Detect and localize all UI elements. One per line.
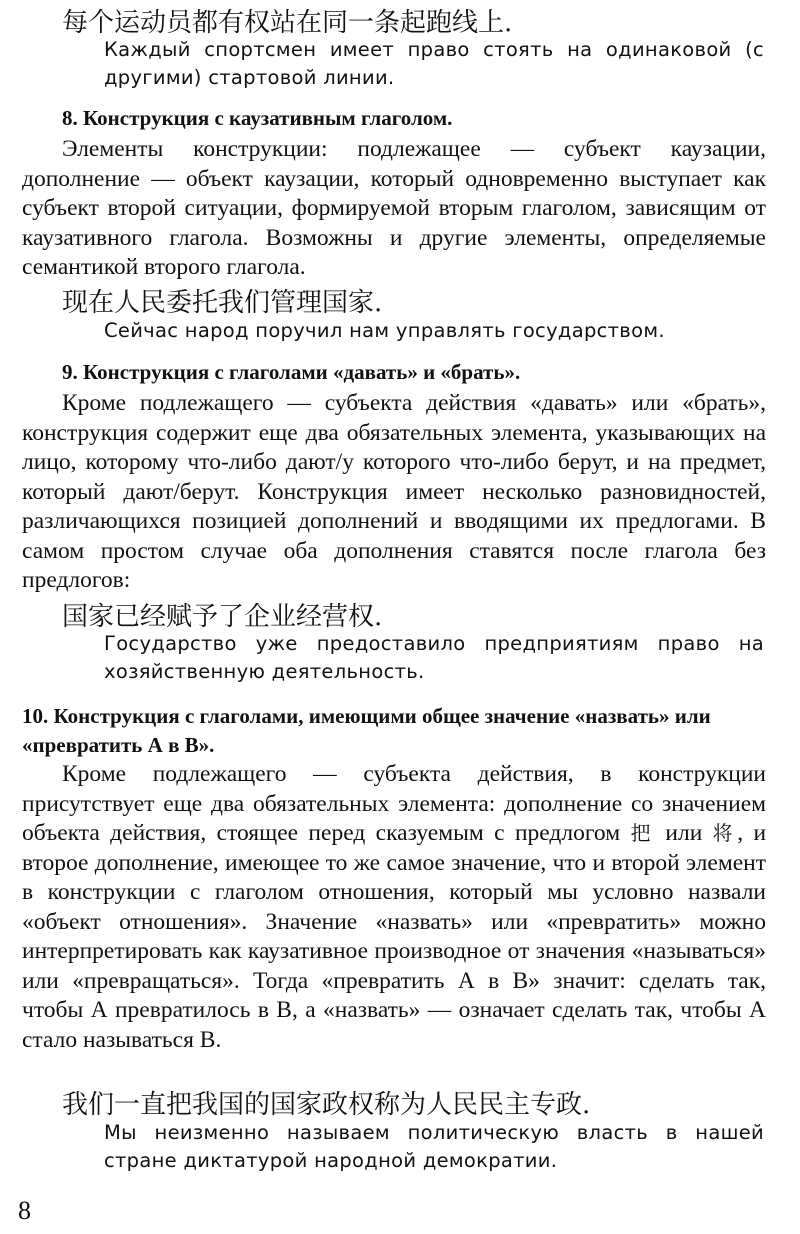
- section-10-text-before: Кроме подлежащего — субъекта действия, в конструкции присутствует еще два обязательных элемента: дополнение со значением объекта действия, стоящее перед сказуемым с предлогом: [22, 761, 766, 846]
- section-10-text-after: , и второе дополнение, имеющее то же самое значение, что и второй элемент в конструкции с глаголом отношения, который мы условно назвали «объект отношения». Значение «назвать» или «превратить» можно интерпретировать как каузативное производное от значения «называться» или «превращаться». Тогда «превратить А в В» значит: сделать так, чтобы А превратилось в В, а «назвать» — означает сделать так, чтобы А стало называться В.: [22, 820, 767, 1053]
- chinese-example-9: 国家已经赋予了企业经营权.: [62, 602, 383, 632]
- section-8-paragraph: Элементы конструкции: подлежащее — субъект каузации, дополнение — объект каузации, который одновременно выступает как субъект второй ситуации, формируемой вторым глаголом, зависящим от каузативного глагола. Возможны и другие элементы, определяемые семантикой второго глагола.: [22, 136, 766, 280]
- chinese-example-8: 现在人民委托我们管理国家.: [62, 288, 383, 318]
- translation-example-10: Мы неизменно называем политическую власть в нашей стране диктатурой народной демократии.: [104, 1121, 764, 1172]
- section-8-heading: 8. Конструкция с каузативным глаголом.: [62, 106, 453, 130]
- page-number: 8: [18, 1196, 31, 1225]
- section-10-paragraph: [22, 760, 766, 1055]
- chinese-example-10: 我们一直把我国的国家政权称为人民民主专政.: [62, 1090, 591, 1120]
- word-or: или: [665, 820, 703, 846]
- chinese-example-7: 每个运动员都有权站在同一条起跑线上.: [62, 8, 513, 38]
- section-10-heading: 10. Конструкция с глаголами, имеющими общее значение «назвать» или «превратить А в В».: [22, 704, 711, 757]
- preposition-jiang: 将: [712, 821, 738, 845]
- translation-example-7: Каждый спортсмен имеет право стоять на одинаковой (с другими) стартовой линии.: [104, 38, 764, 89]
- section-9-paragraph: Кроме подлежащего — субъекта действия «давать» или «брать», конструкция содержит еще два обязательных элемента, указывающих на лицо, которому что-либо дают/у которого что-либо берут, и на предмет, который дают/берут. Конструкция имеет несколько разновидностей, различающихся позицией дополнений и вводящими их предлогами. В самом простом случае оба дополнения ставятся после глагола без предлогов:: [22, 390, 766, 593]
- translation-example-8: Сейчас народ поручил нам управлять государством.: [104, 319, 665, 342]
- preposition-ba: 把: [630, 821, 655, 845]
- translation-example-9: Государство уже предоставило предприятиям право на хозяйственную деятельность.: [104, 632, 764, 683]
- section-9-heading: 9. Конструкция с глаголами «давать» и «брать».: [62, 360, 521, 384]
